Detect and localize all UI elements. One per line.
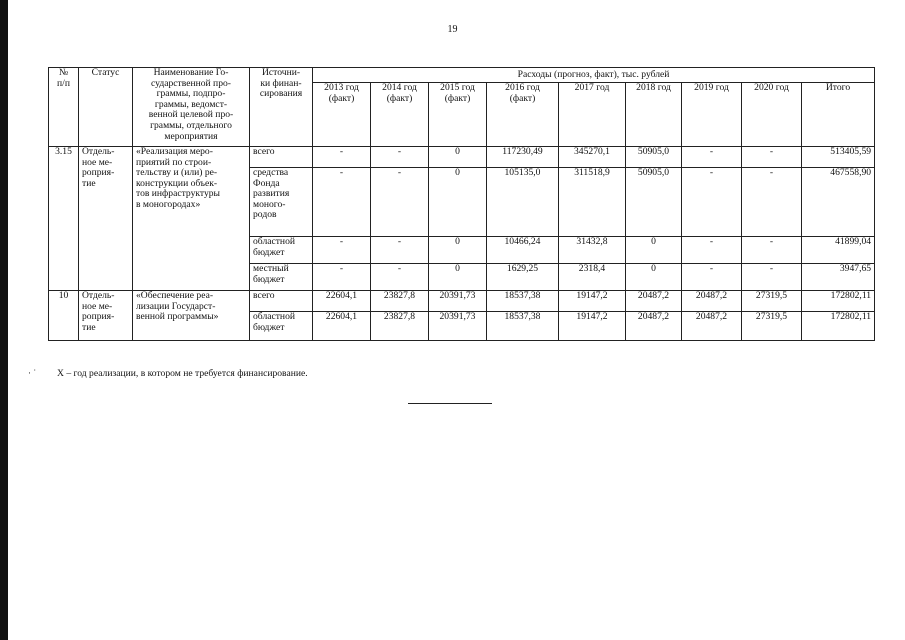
table-row: [49, 147, 875, 168]
row-value: 0: [429, 168, 487, 237]
separator-line: [408, 403, 492, 404]
row-status: Отдель- ное ме- роприя- тие: [79, 147, 133, 291]
row-value: 0: [626, 264, 682, 291]
row-value: 2318,4: [559, 264, 626, 291]
row-value: 345270,1: [559, 147, 626, 168]
row-value: -: [682, 237, 742, 264]
row-value: -: [742, 147, 802, 168]
row-value: 0: [626, 237, 682, 264]
scan-edge-bar: [0, 0, 8, 640]
header-status: Статус: [79, 68, 133, 147]
row-value: 18537,38: [487, 291, 559, 312]
expenses-table: [48, 67, 875, 341]
row-value: 1629,25: [487, 264, 559, 291]
row-num: 3.15: [49, 147, 79, 291]
row-value: -: [682, 264, 742, 291]
row-value: -: [742, 168, 802, 237]
row-value: -: [313, 147, 371, 168]
row-source: всего: [250, 147, 313, 168]
row-value: 20487,2: [682, 291, 742, 312]
row-value: 20391,73: [429, 312, 487, 341]
row-value: -: [313, 168, 371, 237]
table-row: [49, 291, 875, 312]
row-total: 172802,11: [802, 312, 875, 341]
header-year: Итого: [802, 83, 875, 147]
row-total: 467558,90: [802, 168, 875, 237]
row-status: Отдель- ное ме- роприя- тие: [79, 291, 133, 341]
row-source: областной бюджет: [250, 312, 313, 341]
row-value: 0: [429, 237, 487, 264]
row-value: -: [371, 237, 429, 264]
row-source: областной бюджет: [250, 237, 313, 264]
row-total: 513405,59: [802, 147, 875, 168]
row-value: 19147,2: [559, 312, 626, 341]
row-source: средства Фонда развития моного- родов: [250, 168, 313, 237]
header-year: 2015 год (факт): [429, 83, 487, 147]
row-value: 117230,49: [487, 147, 559, 168]
row-value: -: [371, 147, 429, 168]
row-value: -: [313, 264, 371, 291]
header-year: 2020 год: [742, 83, 802, 147]
header-year: 2014 год (факт): [371, 83, 429, 147]
row-value: -: [313, 237, 371, 264]
row-name: «Обеспечение реа- лизации Государст- венной программы»: [133, 291, 250, 341]
row-num: 10: [49, 291, 79, 341]
page-number: 19: [447, 24, 458, 35]
row-value: -: [682, 147, 742, 168]
header-name: Наименование Го- сударственной про- граммы, подпро- граммы, ведомст- венной целевой про- граммы, отдельного мероприятия: [133, 68, 250, 147]
row-value: -: [682, 168, 742, 237]
row-value: 31432,8: [559, 237, 626, 264]
row-value: 27319,5: [742, 312, 802, 341]
header-year: 2019 год: [682, 83, 742, 147]
row-value: 19147,2: [559, 291, 626, 312]
row-value: 311518,9: [559, 168, 626, 237]
header-year: 2013 год (факт): [313, 83, 371, 147]
header-year: 2017 год: [559, 83, 626, 147]
row-source: местный бюджет: [250, 264, 313, 291]
row-name: «Реализация меро- приятий по строи- тельству и (или) ре- конструкции объек- тов инфраструктуры в моногородах»: [133, 147, 250, 291]
row-value: 22604,1: [313, 312, 371, 341]
row-source: всего: [250, 291, 313, 312]
scan-artifact: · ˙: [28, 368, 37, 378]
row-total: 172802,11: [802, 291, 875, 312]
row-total: 41899,04: [802, 237, 875, 264]
row-value: 27319,5: [742, 291, 802, 312]
row-value: 0: [429, 264, 487, 291]
row-value: -: [371, 264, 429, 291]
row-value: 20487,2: [626, 312, 682, 341]
header-expenses: Расходы (прогноз, факт), тыс. рублей: [313, 68, 875, 83]
row-value: -: [371, 168, 429, 237]
row-value: 23827,8: [371, 312, 429, 341]
header-num: № п/п: [49, 68, 79, 147]
row-value: -: [742, 264, 802, 291]
row-total: 3947,65: [802, 264, 875, 291]
row-value: 20391,73: [429, 291, 487, 312]
row-value: 18537,38: [487, 312, 559, 341]
row-value: 50905,0: [626, 147, 682, 168]
row-value: -: [742, 237, 802, 264]
row-value: 10466,24: [487, 237, 559, 264]
row-value: 105135,0: [487, 168, 559, 237]
header-row: [49, 68, 875, 83]
header-source: Источни- ки финан- сирования: [250, 68, 313, 147]
row-value: 22604,1: [313, 291, 371, 312]
row-value: 50905,0: [626, 168, 682, 237]
row-value: 20487,2: [682, 312, 742, 341]
header-year: 2016 год (факт): [487, 83, 559, 147]
footnote: Х – год реализации, в котором не требуется финансирование.: [57, 368, 308, 379]
row-value: 0: [429, 147, 487, 168]
row-value: 23827,8: [371, 291, 429, 312]
row-value: 20487,2: [626, 291, 682, 312]
header-year: 2018 год: [626, 83, 682, 147]
